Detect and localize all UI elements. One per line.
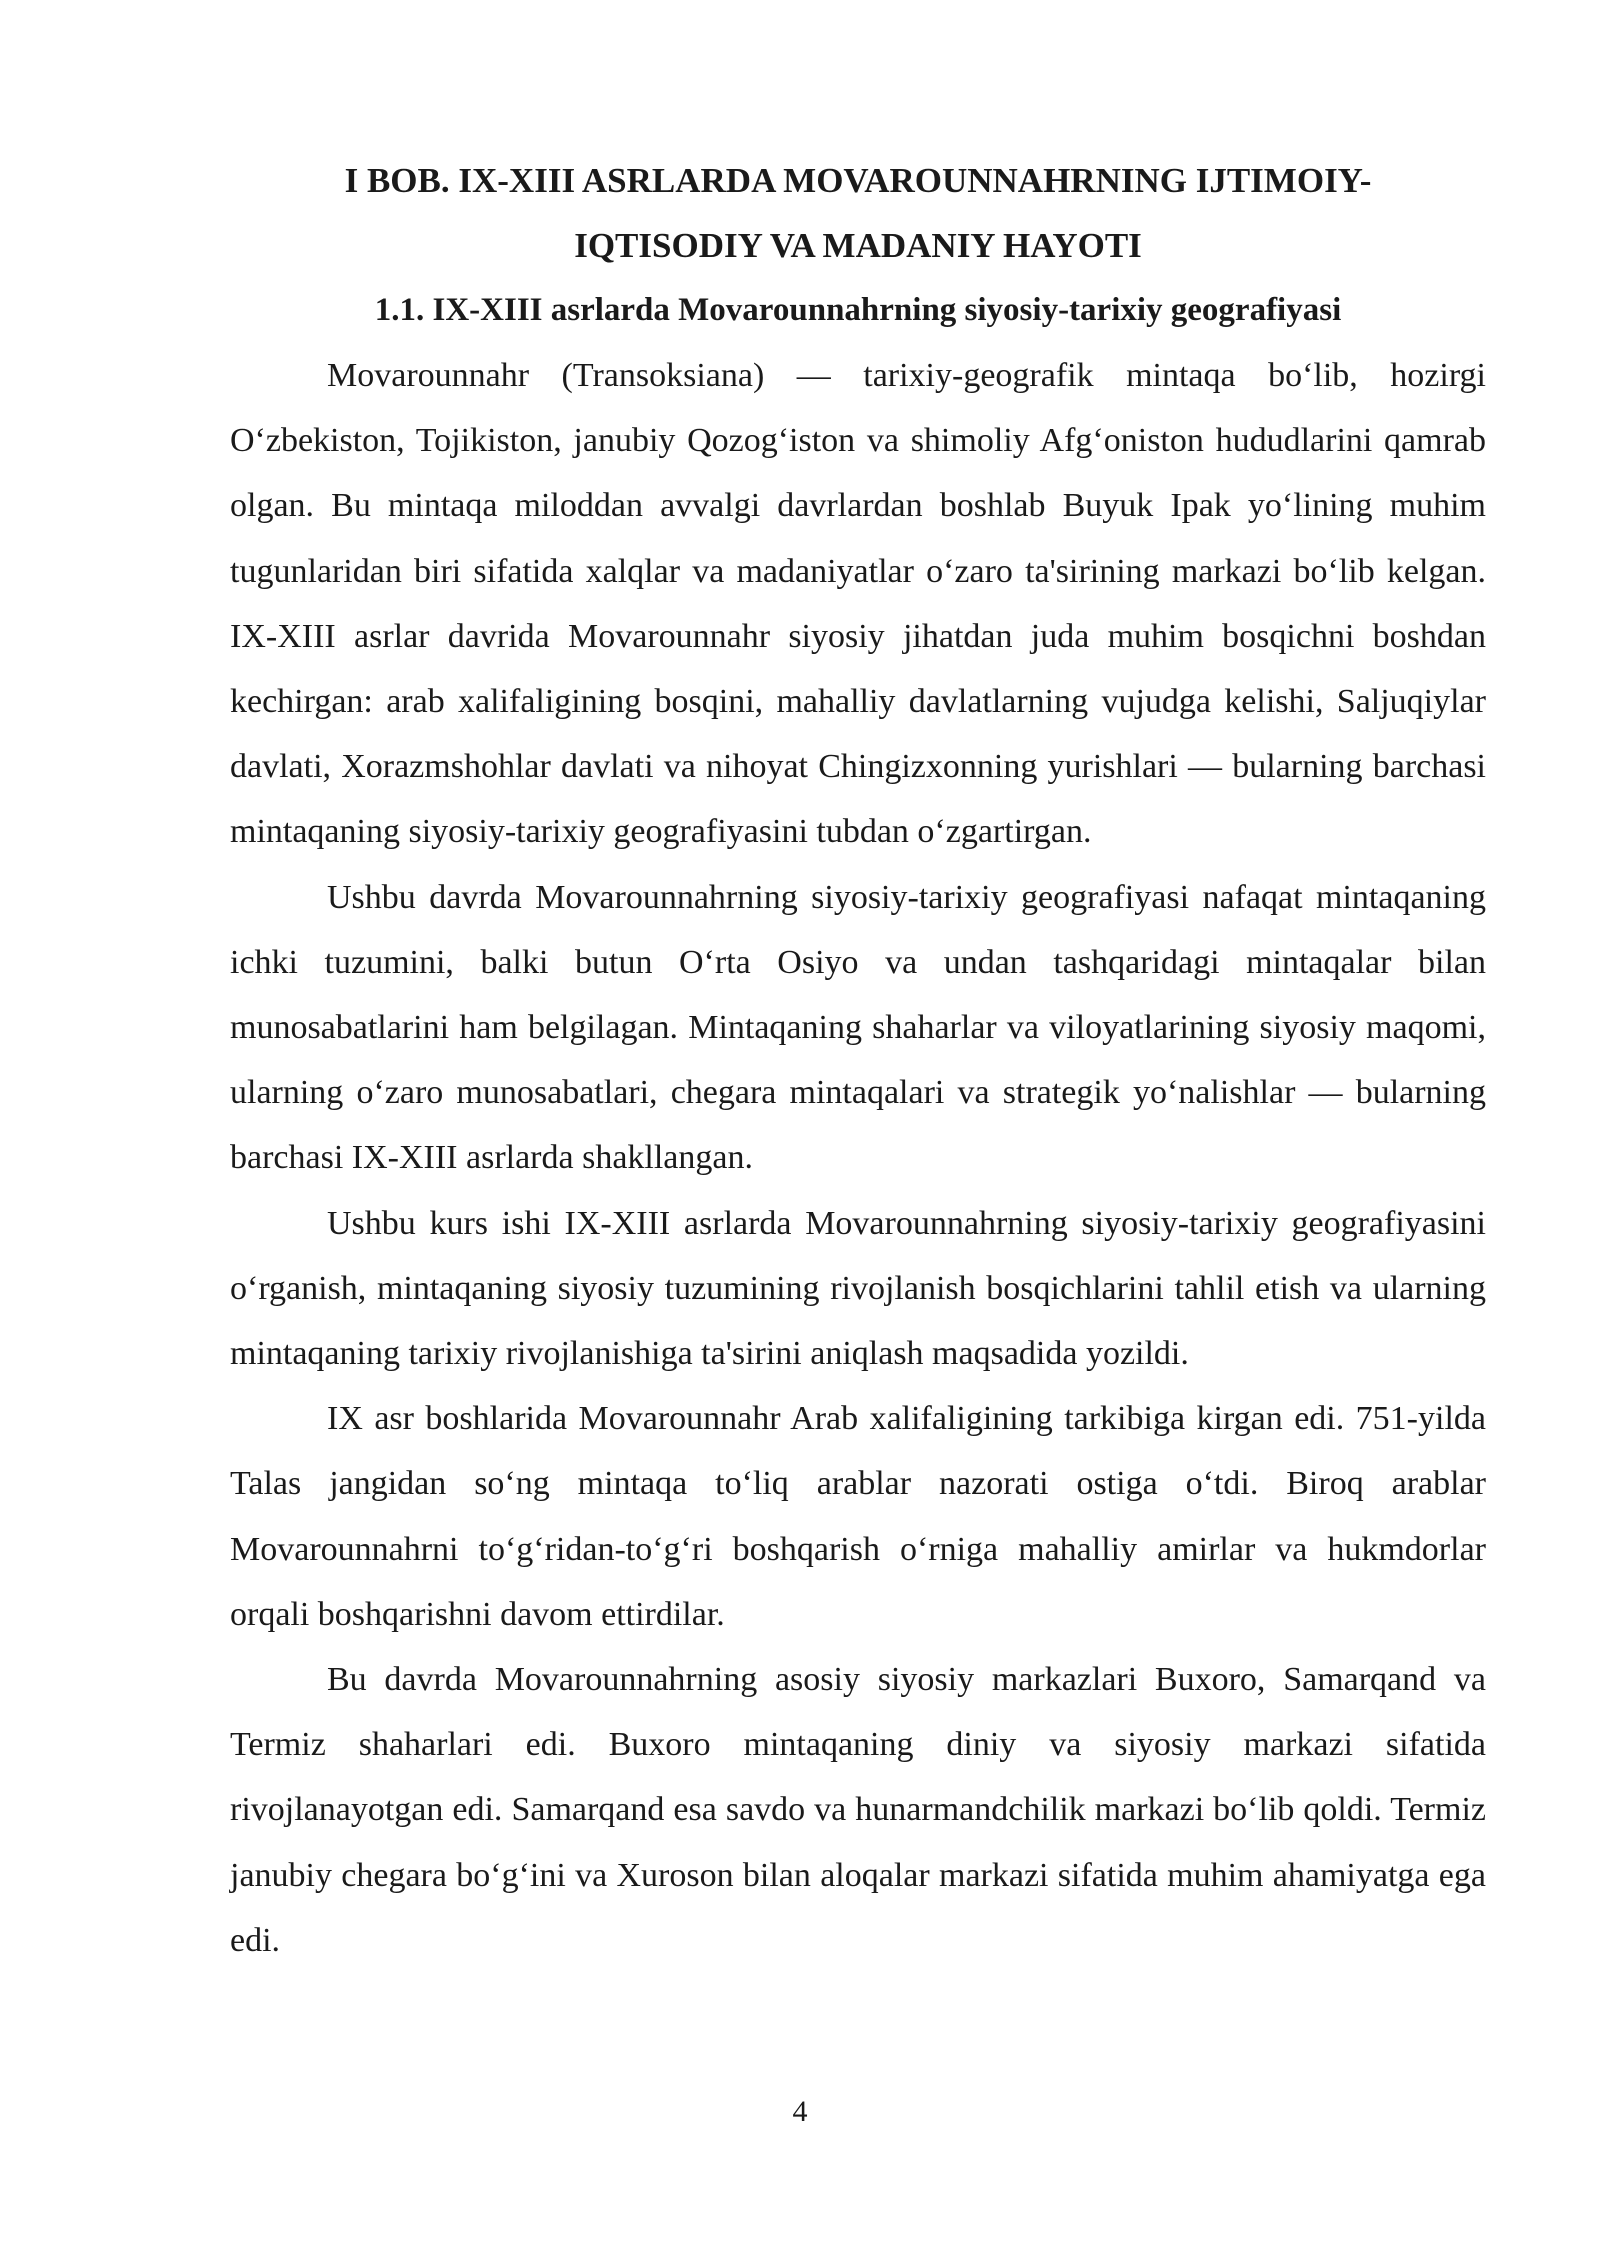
- body-paragraph: Movarounnahr (Transoksiana) — tarixiy-geografik mintaqa bo‘lib, hozirgi O‘zbekiston, Tojikiston, janubiy Qozog‘iston va shimoliy Afg‘oniston hududlarini qamrab olgan. Bu mintaqa miloddan avvalgi davrlardan boshlab Buyuk Ipak yo‘lining muhim tugunlaridan biri sifatida xalqlar va madaniyatlar o‘zaro ta'sirining markazi bo‘lib kelgan. IX-XIII asrlar davrida Movarounnahr siyosiy jihatdan juda muhim bosqichni boshdan kechirgan: arab xalifaligining bosqini, mahalliy davlatlarning vujudga kelishi, Saljuqiylar davlati, Xorazmshohlar davlati va nihoyat Chingizxonning yurishlari — bularning barchasi mintaqaning siyosiy-tarixiy geografiyasini tubdan o‘zgartirgan.: [230, 357, 1486, 851]
- body-paragraph: Bu davrda Movarounnahrning asosiy siyosiy markazlari Buxoro, Samarqand va Termiz shaharlari edi. Buxoro mintaqaning diniy va siyosiy markazi sifatida rivojlanayotgan edi. Samarqand esa savdo va hunarmandchilik markazi bo‘lib qoldi. Termiz janubiy chegara bo‘g‘ini va Xuroson bilan aloqalar markazi sifatida muhim ahamiyatga ega edi.: [230, 1661, 1486, 1959]
- section-title: 1.1. IX-XIII asrlarda Movarounnahrning siyosiy-tarixiy geografiyasi: [374, 292, 1342, 328]
- body-paragraph: IX asr boshlarida Movarounnahr Arab xalifaligining tarkibiga kirgan edi. 751-yilda Talas jangidan so‘ng mintaqa to‘liq arablar nazorati ostiga o‘tdi. Biroq arablar Movarounnahrni to‘g‘ridan-to‘g‘ri boshqarish o‘rniga mahalliy amirlar va hukmdorlar orqali boshqarishni davom ettirdilar.: [230, 1400, 1486, 1633]
- chapter-title-line-1: I BOB. IX-XIII ASRLARDA MOVAROUNNAHRNING IJTIMOIY-: [344, 161, 1372, 200]
- body-paragraph: Ushbu kurs ishi IX-XIII asrlarda Movarounnahrning siyosiy-tarixiy geografiyasini o‘rganish, mintaqaning siyosiy tuzumining rivojlanish bosqichlarini tahlil etish va ularning mintaqaning tarixiy rivojlanishiga ta'sirini aniqlash maqsadida yozildi.: [230, 1204, 1486, 1373]
- body-paragraph: Ushbu davrda Movarounnahrning siyosiy-tarixiy geografiyasi nafaqat mintaqaning ichki tuzumini, balki butun O‘rta Osiyo va undan tashqaridagi mintaqalar bilan munosabatlarini ham belgilagan. Mintaqaning shaharlar va viloyatlarining siyosiy maqomi, ularning o‘zaro munosabatlari, chegara mintaqalari va strategik yo‘nalishlar — bularning barchasi IX-XIII asrlarda shakllangan.: [230, 878, 1486, 1177]
- page-number: 4: [792, 2095, 808, 2128]
- chapter-title: [230, 148, 1486, 278]
- chapter-title-line-2: IQTISODIY VA MADANIY HAYOTI: [574, 226, 1142, 265]
- page-content: [230, 148, 1486, 1973]
